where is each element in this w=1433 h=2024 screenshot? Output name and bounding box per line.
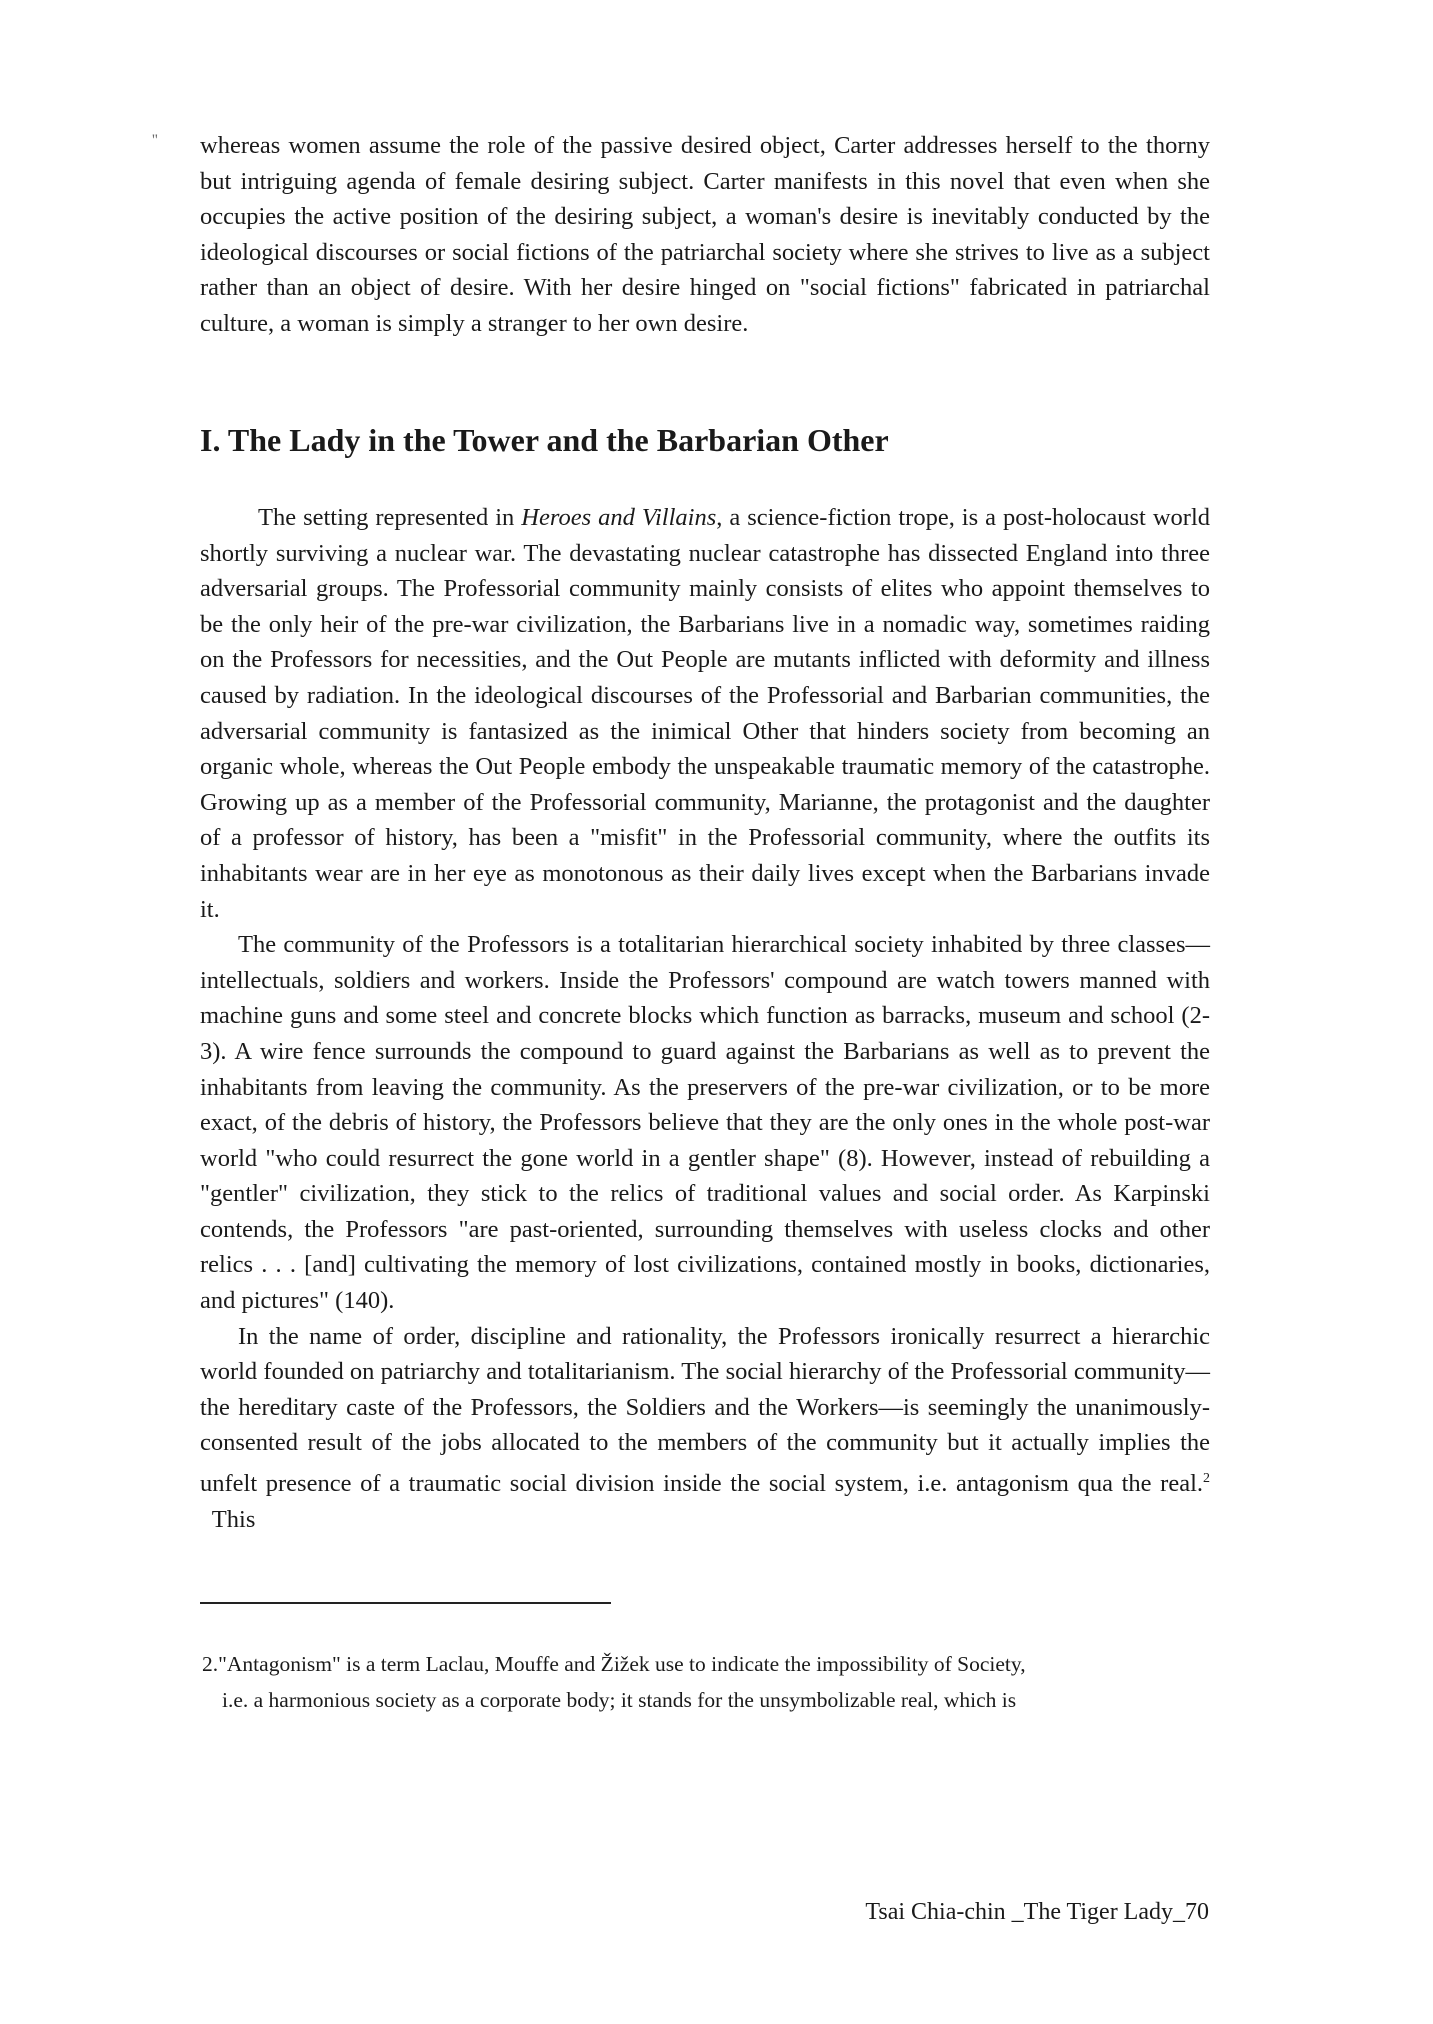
footnote-reference: 2 [1203, 1471, 1210, 1487]
paragraph-setting-body: , a science-fiction trope, is a post-holocaust world shortly surviving a nuclear war. The devastating nuclear catastrophe has dissected England into three adversarial groups. The Professorial community mainly consists of elites who appoint themselves to be the only heir of the pre-war civilization, the Barbarians live in a nomadic way, sometimes raiding on the Professors for necessities, and the Out People are mutants inflicted with deformity and illness caused by radiation. In the ideological discourses of the Professorial and Barbarian communities, the adversarial community is fantasized as the inimical Other that hinders society from becoming an organic whole, whereas the Out People embody the unspeakable traumatic memory of the catastrophe. Growing up as a member of the Professorial community, Marianne, the protagonist and the daughter of a professor of history, has been a "misfit" in the Professorial community, where the outfits its inhabitants wear are in her eye as monotonous as their daily lives except when the Barbarians invade it. [200, 504, 1211, 923]
footnote-divider [200, 1602, 611, 1604]
page-body [200, 128, 1211, 1533]
book-title: Heroes and Villains [521, 504, 717, 531]
paragraph-community: The community of the Professors is a totalitarian hierarchical society inhabited by three classes—intellectuals, soldiers and workers. Inside the Professors' compound are watch towers manned with machine guns and some steel and concrete blocks which function as barracks, museum and school (2-3). A wire fence surrounds the compound to guard against the Barbarians as well as to prevent the inhabitants from leaving the community. As the preservers of the pre-war civilization, or to be more exact, of the debris of history, the Professors believe that they are the only ones in the whole post-war world "who could resurrect the gone world in a gentler shape" (8). However, instead of rebuilding a "gentler" civilization, they stick to the relics of traditional values and social order. As Karpinski contends, the Professors "are past-oriented, surrounding themselves with useless clocks and other relics . . . [and] cultivating the memory of lost civilizations, contained mostly in books, dictionaries, and pictures" (140). [200, 931, 1210, 1315]
footnote-line-1: 2."Antagonism" is a term Laclau, Mouffe and Žižek use to indicate the impossibility of Society, [202, 1652, 1026, 1676]
paragraph-setting [200, 500, 1210, 927]
paragraph-hierarchy [200, 1319, 1210, 1538]
footnote [202, 1646, 1210, 1718]
intro-paragraph: whereas women assume the role of the passive desired object, Carter addresses herself to the thorny but intriguing agenda of female desiring subject. Carter manifests in this novel that even when she occupies the active position of the desiring subject, a woman's desire is inevitably conducted by the ideological discourses or social fictions of the patriarchal society where she strives to live as a subject rather than an object of desire. With her desire hinged on "social fictions" fabricated in patriarchal culture, a woman is simply a stranger to her own desire. [200, 132, 1210, 337]
section-heading: I. The Lady in the Tower and the Barbarian Other [200, 422, 889, 458]
section-body [200, 500, 1210, 1537]
paragraph-setting-lead: The setting represented in [258, 504, 522, 531]
footnote-line-2: i.e. a harmonious society as a corporate body; it stands for the unsymbolizable real, which is [222, 1688, 1017, 1712]
running-footer: Tsai Chia-chin _The Tiger Lady_70 [865, 1899, 1209, 1925]
margin-mark: '' [152, 132, 158, 149]
paragraph-hierarchy-tail: This [200, 1505, 256, 1533]
paragraph-hierarchy-text: In the name of order, discipline and rationality, the Professors ironically resurrect a hierarchic world founded on patriarchy and totalitarianism. The social hierarchy of the Professorial community—the hereditary caste of the Professors, the Soldiers and the Workers—is seemingly the unanimously-consented result of the jobs allocated to the members of the community but it actually implies the unfelt presence of a traumatic social division inside the social system, i.e. antagonism qua the real. [200, 1322, 1210, 1498]
